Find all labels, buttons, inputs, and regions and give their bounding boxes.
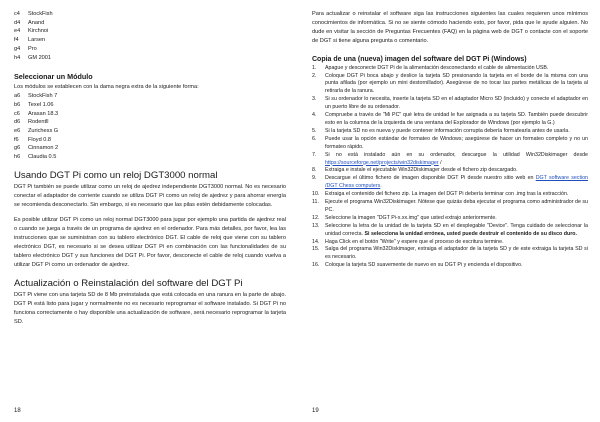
list-item: e6 Zurichess G [14, 127, 59, 134]
right-page [300, 0, 600, 422]
list-item: 1. Apague y desconecte DGT Pi de la alimentación desconectando el cable de alimentación USB. [312, 64, 549, 71]
list-item: e4 Kirchnoi [14, 28, 49, 35]
list-item: 11. Ejecute el programa Win32Diskimager. Nótese que quizás deba ejecutar el programa como administrador de su PC. [312, 199, 588, 213]
list-item: 15. Salga del programa Win32Diskimager, extraiga el adaptador de la tarjeta SD y de este extraiga la tarjeta SD si es necesario. [312, 246, 588, 261]
list-item: 16. Coloque la tarjeta SD suavemente de nuevo en su DGT Pi y encienda el dispositivo. [312, 262, 523, 269]
dgt3000-paragraph-1: DGT Pi también se puede utilizar como un reloj de ajedrez independiente DGT3000 normal. No es necesario conectar el adaptador de corriente cuando se utiliza DGT Pi como un reloj de ajedrez y para ahorrar energía se recomienda desconectarlo. Sin embargo, si es necesario que las pilas estén debidamente colocadas. [14, 183, 286, 208]
update-heading: Actualización o Reinstalación del software del DGT Pi [14, 277, 243, 289]
update-paragraph: DGT Pi viene con una tarjeta SD de 8 Mb preinstalada que está colocada en una ranura en la parte de abajo. DGT Pi está listo para jugar y normalmente no es necesario reprogramar el software instalado. Si DGT Pi no funciona correctamente o hay disponible una actualización de software, será necesario reprogramar la tarjeta SD. [14, 291, 286, 325]
list-item: g6 Cinnamon 2 [14, 145, 59, 152]
list-item: 10. Extraiga el contenido del fichero zip. La imagen del DGT Pi debería terminar con .img tras la extracción. [312, 191, 569, 198]
list-item: 8. Extraiga e instale el ejecutable Win32Diskimager desde el fichero zip descargado. [312, 167, 518, 174]
page-number: 18 [14, 408, 21, 414]
list-item: 9. Descargue el último fichero de imagen disponible DGT Pi desde nuestro sitio web en DGT software section /DGT Chess computers. [312, 175, 588, 190]
list-item: 5. Si la tarjeta SD no es nueva y puede contener información corrupta debería formatearla antes de usarla. [312, 127, 570, 134]
list-item: 14. Haga Click en el botón "Write" y espere que el proceso de escritura termine. [312, 238, 504, 245]
dgt-software-link[interactable]: DGT software section /DGT Chess computers [325, 175, 588, 190]
list-item: 12. Seleccione la imagen "DGT Pi-x.xx.img" que usted extrajo anteriormente. [312, 214, 497, 221]
list-item: c4 StockFish [14, 11, 53, 17]
intro-paragraph: Para actualizar o reinstalar el software siga las instrucciones siguientes las cuales requieren unos mínimos conocimientos de informática. Si no se siente cómodo haciendo esto, por favor, pida que le ayude alguien. No dude en visitar la sección de Preguntas Frecuentes (FAQ) en la página web de DGT o contacte con el soporte de DGT si tiene alguna pregunta o comentario. [312, 11, 588, 44]
list-item: 2. Coloque DGT Pi boca abajo y deslice la tarjeta SD presionando la tarjeta en el borde de la misma con una punta afilada (por ejemplo un mini destornillador). Asegúrese de no tocar las partes metálicas de la tarjeta al retirarla de la ranura. [312, 72, 588, 95]
module-heading: Seleccionar un Módulo [14, 72, 93, 82]
list-item: h4 GM 2001 [14, 54, 52, 61]
list-item: 3. Si su ordenador lo necesita, inserte la tarjeta SD en el adaptador Micro SD (incluido) y conecte el adaptador en un puerto libre de su ordenador. [312, 96, 588, 111]
warning-text: Si selecciona la unidad errónea, usted puede destruir el contenido de su disco duro. [364, 230, 577, 237]
module-intro: Los módulos se establecen con la dama negra extra de la siguiente forma: [14, 84, 199, 91]
dgt3000-heading: Usando DGT Pi como un reloj DGT3000 normal [14, 169, 218, 181]
engine-list [14, 10, 286, 62]
list-item: 4. Compruebe a través de "Mi PC" qué letra de unidad le fue asignada a su tarjeta SD. También puede descubrir esto en la columna de la izquierda de una ventana del Explorador de Windows (por ejemplo la G.) [312, 112, 588, 126]
page-number: 19 [312, 408, 319, 414]
list-item: b6 Texel 1.06 [14, 101, 54, 108]
sourceforge-link[interactable]: https://sourceforge.net/projects/win32diskimager [325, 159, 439, 166]
list-item: c6 Arasan 18.3 [14, 110, 59, 117]
list-item: f6 Floyd 0.8 [14, 136, 52, 143]
module-list [14, 92, 286, 162]
list-item: 13. Seleccione la letra de la unidad de la tarjeta SD en el desplegable "Device". Tenga cuidado de seleccionar la unidad correcta. Si selecciona la unidad errónea, usted puede destruir el contenido de su disco duro. [312, 222, 588, 237]
list-item: 7. Si no está instalado aún en su ordenador, descargue la utilidad Win32Diskimager desde https://sourceforge.net/projects/win32diskimager / [312, 151, 588, 166]
list-item: d6 Rodentll [14, 119, 49, 126]
list-item: 6. Puede usar la opción estándar de formateo de Windows; asegúrese de hacer un formateo completo y no un formateo rápido. [312, 135, 588, 150]
copy-image-heading: Copia de una (nueva) imagen del software del DGT Pi (Windows) [312, 55, 527, 63]
list-item: h6 Claudia 0.5 [14, 154, 57, 161]
dgt3000-paragraph-2: Es posible utilizar DGT Pi como un reloj normal DGT3000 para jugar por ejemplo una partida de ajedrez real o cuando se juega a través de un programa de ajedrez en el ordenador. Para más detalles, por favor, lea las instrucciones que se suministran con su tablero electrónico DGT. El cable de reloj que viene con su tablero electrónico DGT, es necesario si se desea utilizar DGT Pi en combinación con las funcionalidades de su tablero electrónico DGT y sus funciones del DGT Pi. Por favor, desconecte el cable de reloj cuando vuelva a utilizar DGT Pi como un ordenador de ajedrez. [14, 217, 286, 268]
list-item: a6 StockFish 7 [14, 93, 58, 100]
list-item: g4 Pro [14, 45, 37, 52]
list-item: f4 Larsen [14, 37, 46, 44]
steps-list [312, 65, 588, 271]
list-item: d4 Anand [14, 19, 45, 26]
